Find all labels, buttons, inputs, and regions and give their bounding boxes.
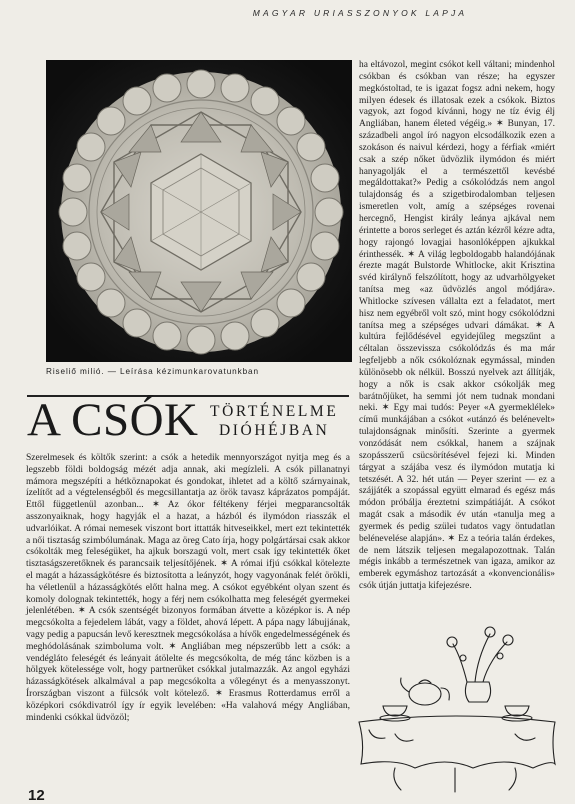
tea-table-illustration: [355, 622, 560, 794]
photo-caption: Riseliő milió. — Leírása kézimunkarovatunkban: [46, 367, 259, 376]
right-column: [359, 60, 555, 593]
running-head: MAGYAR URIASSZONYOK LAPJA: [252, 8, 468, 18]
headline-line1: TÖRTÉNELME: [210, 403, 339, 420]
tea-table-drawing: [355, 622, 560, 794]
left-column-text: Szerelmesek és költők szerint: a csók a hetedik mennyországot nyitja meg és a legszebb földi boldogság mézét adja annak, aki megízleli. A csók pillanatnyi mámora megszépíti a hétköznapokat és gondokat, ihletet ad a költő szárnyainak, ízelítőt ad a végtelenségből és megcsillantatja az örök tavasz káprázatos pompáját. Ettől függetlenül azonban... ✶ Az ókor féltékeny férjei megparancsolták asszonyaiknak, hogy hagyják el a hazat, a házból és ilymódon riasszák el udvarlóikat. A római nemesek viszont bort ittatták hitveseikkel, mert ezt tekintették a női tisztaság szimbólumának. Maga az öreg Cato írja, hogy polgártársai csak akkor csókolták meg feleségüket, ha ajkuk borszagú volt, mert csak így tekintették őket tisztaságszeretőknek és parancsaik teljesítőjének. ✶ A római ifjú csókkal kötelezte el magát a házasságkötésre és biztosította a leányzót, hogy vagyonának felét örökli, ha véletlenül a házasságkötés előtt halna meg. A csókot egyébként olyan szent és komoly dolognak tekintették, hogy a férj nem csókolhatta meg feleségét gyermekei jelenlétében. ✶ A csók szentségét bizonyos formában átvette a középkor is. A nép megcsókolta a fejedelem lábát, vagy a földet, ahová lépett. A pápa nagy lábujjának, vagy pedig a papucsán levő keresztnek megcsókolása a hívők engedelmességének és meghódolásának szimboluma volt. ✶ Angliában meg népszerűbb lett a csók: a vendégláto feleségét és leányait átölelte és megcsókolta, de még tánc közben is a hölgyek kötelessége volt, hogy partnerüket csókkal jutalmazzák. Az angol egyházi házasságkötések alkalmával a pap megcsókolta a vőlegényt és a menyasszonyt. Írországban viszont a fülcsók volt kötelező. ✶ Erasmus Rotterdamus erről a középkori csókdivatról így ír egyik levelében: «Ha valahová mégy Angliában, mindenki csókkal üdvözöl;: [26, 452, 350, 723]
lace-doily-image: [46, 60, 352, 362]
headline: [27, 395, 349, 449]
page-number: 12: [28, 787, 45, 804]
headline-line2: DIÓHÉJBAN: [219, 422, 330, 439]
doily-photo: [46, 60, 352, 362]
right-column-text: ha eltávozol, megint csókot kell váltani; mindenhol csókban és csókban van része; ha egyszer megkóstoltad, te is igazat fogsz adni nekem, hogy milyen édesek és illatosak ezek a csókok. Biztos vagyok, azt fogod kívánni, hogy ne tíz évig élj Angliában, hanem életed végéig.» ✶ Bunyan, 17. századbeli angol író nagyon elcsodálkozik ezen a szokáson és naivul kérdezi, hogy a férfiak «miért csak a szép nőket üdvözlik ilymódon és miért hanyagolják el a természettől kevésbé megáldottakat?» Pedig a csókolódzás nem angol tulajdonság és a szigetbirodalomban teljesen ismeretlen volt, amíg a szépséges rovenai hercegnő, Hengist király leánya ajkával nem érintette a boros serleget és aztán kézről kézre adta, hogy rajongó lovagjai hasonlóképpen ajkukkal érinthessék. ✶ A világ legboldogabb halandójának érezte magát Bulstorde Whitlocke, akit Krisztina svéd királynő felszólított, hogy az udvarhölgyeket tanítsa meg «az üdvözlés angol módjára». Whitlocke szívesen vállalta ezt a feladatot, mert hisz nem egyébről volt szó, mint hogy csókolódzni tanítsa meg a szépséges udvari dámákat. ✶ A kultúra fejlődésével egyidejűleg megszűnt a céltalan összevissza csókolódzás és ma már legfeljebb a nők csókolóznak egymással, minden különösebb ok nélkül. Bosszú nyelvek azt állítják, hogy a nők is csak akkor csókolják meg barátnőjüket, ha semmi jót nem tudnak mondani neki. ✶ Egy mai tudós: Peyer «A gyermeklélek» című munkájában a csókot «utánzó és belénevelt» tulajdonságnak minősíti. Szerinte a gyermek vonzódását nem csókkal, hanem a szájnak szopásszerű csücsörítésével fejezi ki. Minden tárgyat a szájába vesz és ilymódon mutatja ki tetszését. A 32. hét után — Peyer szerint — ez a szájjáték a szopással együtt elmarad és egész más módon próbálja éreztetni szimpátiáját. A csókot magát csak a második év után «tanulja meg a gyermek és pedig szülei tudatos vagy öntudatlan belénevelése alapján». ✶ Ez a teória talán érdekes, de nem látszik teljesen megalapozottnak. Talán mégis inkább a természetnek van igaza, amikor az emberek egymáshoz tartozását a «konvencionális» csók útján juttatja kifejezésre.: [359, 60, 555, 592]
left-column: [26, 452, 350, 723]
headline-main: A CSÓK: [27, 394, 199, 446]
